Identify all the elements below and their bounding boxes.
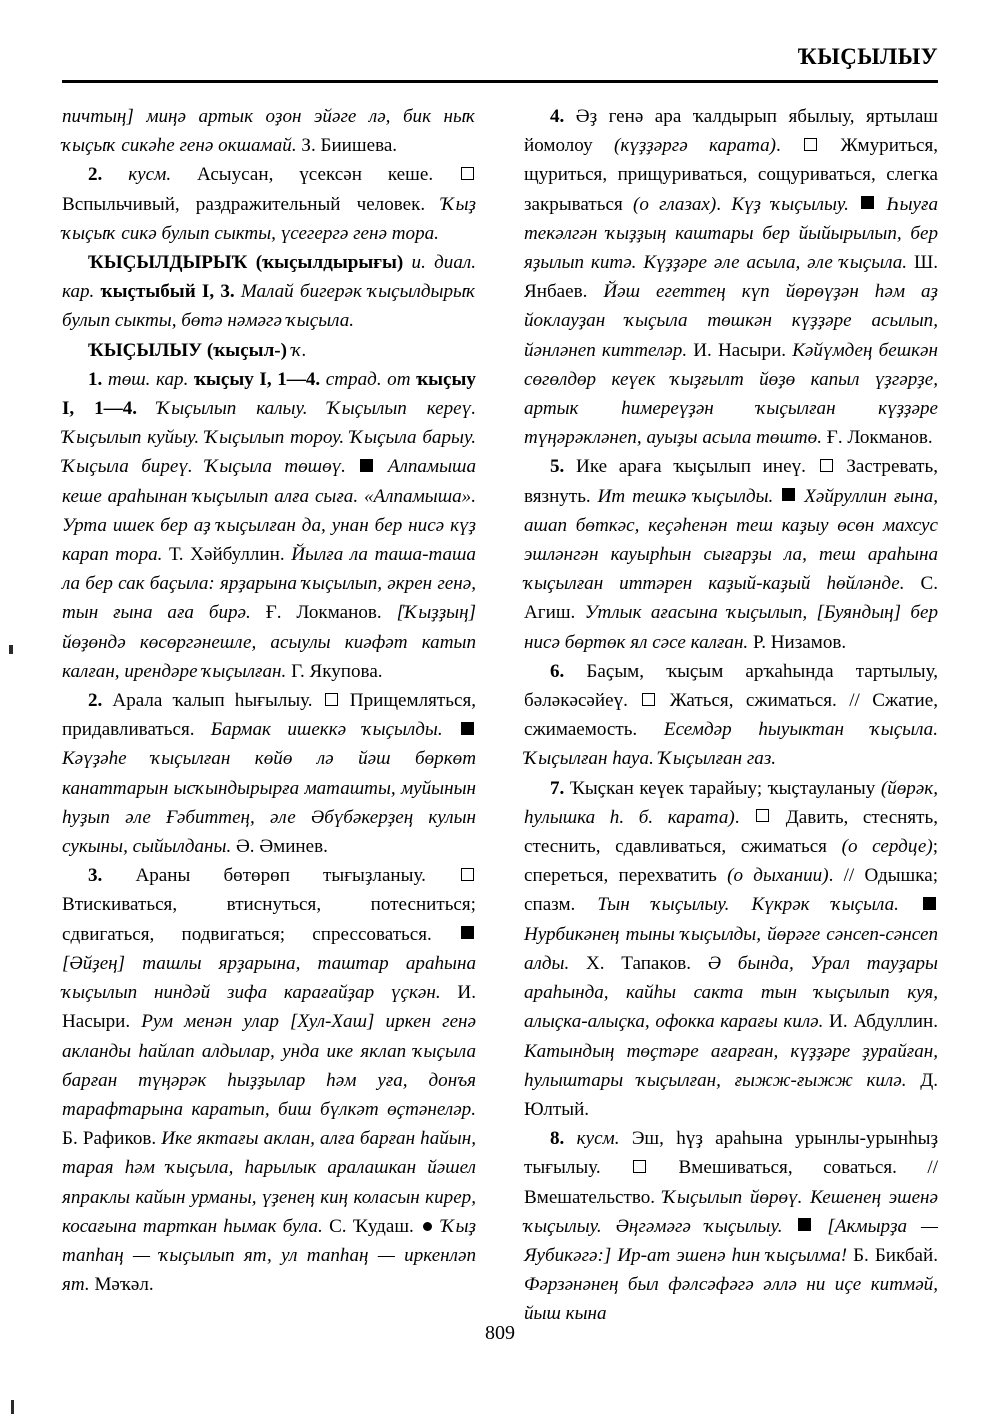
entry-block-sense-8: 8. кусм. Эш, һүҙ араһына урынлы-урынһыҙ тығылыу. Вмешиваться, соваться. // Вмешательство. Ҡыҫылып йөрөү. Кешенең эшенә ҡыҫылыу. Әңгәмәгә ҡыҫылыу. [Акмырҙа — Яубикәгә:] Ир-ат эшенә һин ҡыҫылма! Б. Бикбай. Фәрзәнәнең был фәлсәфәгә әллә ни иҫе китмәй, йыш кына [524, 1128, 939, 1325]
running-head: ҠЫҪЫЛЫУ [797, 44, 938, 69]
page-number: 809 [485, 1322, 515, 1344]
entry-block-sense-2: 2. Арала ҡалып һығылыу. Прищемляться, придавливаться. Бармак ишеккә ҡыҫылды. Кәүҙәһе ҡыҫылған көйө лә йәш бөркөт канаттарын ысҡындырырға маташты, муйынын һуҙып әле Ғәбиттең, әле Әбүбәкерҙең кулын сукыны, сыйылданы. Ә. Әминев. [62, 690, 476, 858]
entry-block-sense-5: 5. Ике араға ҡыҫылып инеү. Застревать, вязнуть. Ит тешкә ҡыҫылды. Хәйруллин ғына, ашап бөткәс, кеҫәһенән теш каҙыу өсөн махсус эшләнгән кауырһын сығарҙы ла, теш араһына ҡыҫылған иттәрен каҙый-каҙый һөйләнде. С. Агиш. Утлык ағасына ҡыҫылып, [Буяндың] бер нисә бөртөк ял сәсе калған. Р. Низамов. [524, 456, 939, 653]
page-columns [62, 102, 938, 1329]
entry-block-cont-quote: пичтың] миңә артык оҙон эйәге лә, бик ныҡ ҡыҫыҡ сикәһе генә окшамай. З. Биишева. [62, 106, 476, 157]
entry-block-sense-4: 4. Әҙ генә ара ҡалдырып ябылыу, яртылаш йомолоу (күҙҙәргә карата). Жмуриться, щуриться, прищуриваться, сощуриваться, слегка закрываться (о глазах). Күҙ ҡыҫылыу. Һыуға текәлгән ҡыҙҙың каштары бер йыйырылып, бер яҙылып китә. Күҙҙәре әле асыла, әле ҡыҫыла. Ш. Янбаев. Йәш егеттең күп йөрөүҙән һәм аҙ йоклауҙан ҡыҫыла төшкән күҙҙәре асылып, йәнләнеп киттеләр. И. Насыри. Кәйүмдең бешкән сөгөлдөр кеүек ҡыҙғылт йөҙө капыл үҙгәрҙе, артык һимереүҙән ҡыҫылған күҙҙәре түңәрәкләнеп, ауыҙы асыла төштө. Ғ. Локманов. [524, 106, 939, 449]
scan-artifact [9, 645, 13, 654]
entry-block-sense-1: 1. төш. кар. ҡыҫыу I, 1—4. страд. от ҡыҫыу I, 1—4. Ҡыҫылып калыу. Ҡыҫылып кереү. Ҡыҫылып куйыу. Ҡыҫылып тороу. Ҡыҫыла барыу. Ҡыҫыла биреү. Ҡыҫыла төшөү. Алпамыша кеше араһынан ҡыҫылып алға сыға. «Алпамыша». Урта ишек бер аҙ ҡыҫылған да, унан бер нисә күҙ карап тора. Т. Хәйбуллин. Йылға ла таша-таша ла бер сак баҫыла: ярҙарына ҡыҫылып, әкрен генә, тын ғына аға бирә. Ғ. Локманов. [Ҡыҙҙың] йөҙөндә көсөргәнешле, асыулы киәфәт катып калған, ирендәре ҡыҫылған. Г. Якупова. [62, 368, 477, 682]
entry-block-sense-3: 3. Араны бөтөрөп тығыҙланыу. Втискиваться, втиснуться, потесниться; сдвигаться, подвигаться; спрессоваться. [Әйҙең] ташлы ярҙарына, таштар араһына ҡыҫылып ниндәй зифа карағайҙар үҫкән. И. Насыри. Рум менән улар [Хул-Хаш] иркен генә акланды һайлап алдылар, унда ике яклап ҡыҫыла барған түңәрәк һыҙҙылар һәм уға, донъя тарафтарына каратып, биш бүлкәт өҫтәнеләр. Б. Рафиков. Ике яктағы аклан, алға барған һайын, тарая һәм ҡыҫыла, һарылык аралашкан йәшел япраклы кайын урманы, үҙенең киң коласын кирep, косағына тарткан һымак була. С. Ҡудаш. Ҡыҙ тапһаң — ҡыҫылып ят, ул тапһаң — иркенләп ят. Мәҡәл. [62, 865, 476, 1296]
entry-block-entry-kysyldyryk: ҠЫҪЫЛДЫРЫҠ (ҡыҫылдырығы) и. диал. кар. ҡыҫтыбый I, 3. Малай бигерәк ҡыҫылдырыҡ булып сыкты, бөтә нәмәгә ҡыҫыла. [62, 252, 477, 332]
header-rule [62, 80, 938, 83]
entry-block-entry-kysylyu: ҠЫҪЫЛЫУ (ҡыҫыл-) ҡ. [88, 339, 307, 361]
right-column [524, 102, 938, 1329]
entry-block-sense-6: 6. Баҫым, ҡыҫым арҡаһында тартылыу, бәләкәсәйеү. Жаться, сжиматься. // Сжатие, сжимаемость. Есемдәр һыуыктан ҡыҫыла. Ҡыҫылған һауа. Ҡыҫылған газ. [524, 660, 938, 770]
entry-block-sense-2-kysyk: 2. кусм. Асыусан, үсексән кеше. Вспыльчивый, раздражительный человек. Ҡыҙ ҡыҫыҡ сикә булып сыкты, үсегергә генә тора. [62, 164, 476, 244]
entry-block-sense-7: 7. Ҡыҫкан кеүек тарайыу; ҡыҫтауланыу (йөрәк, һулышка һ. б. карата). Давить, стеснять, стеснить, сдавливаться, сжиматься (о сердце); спереться, перехватить (о дыхании). // Одышка; спазм. Тын ҡыҫылыу. Күкрәк ҡыҫыла. Нурбикәнең тыны ҡыҫылды, йөрәге сәнсеп-сәнсеп алды. Х. Тапаков. Ә бында, Урал тауҙары араһында, кайһы сакта тын ҡыҫылып куя, алыҫка-алыҫка, офокка карағы килә. И. Абдуллин. Катындың төҫтәре ағарған, күҙҙәре ҙурайған, һулыштары ҡыҫылған, ғыжж-ғыжж килә. Д. Юлтый. [524, 777, 939, 1120]
left-column [62, 102, 476, 1329]
